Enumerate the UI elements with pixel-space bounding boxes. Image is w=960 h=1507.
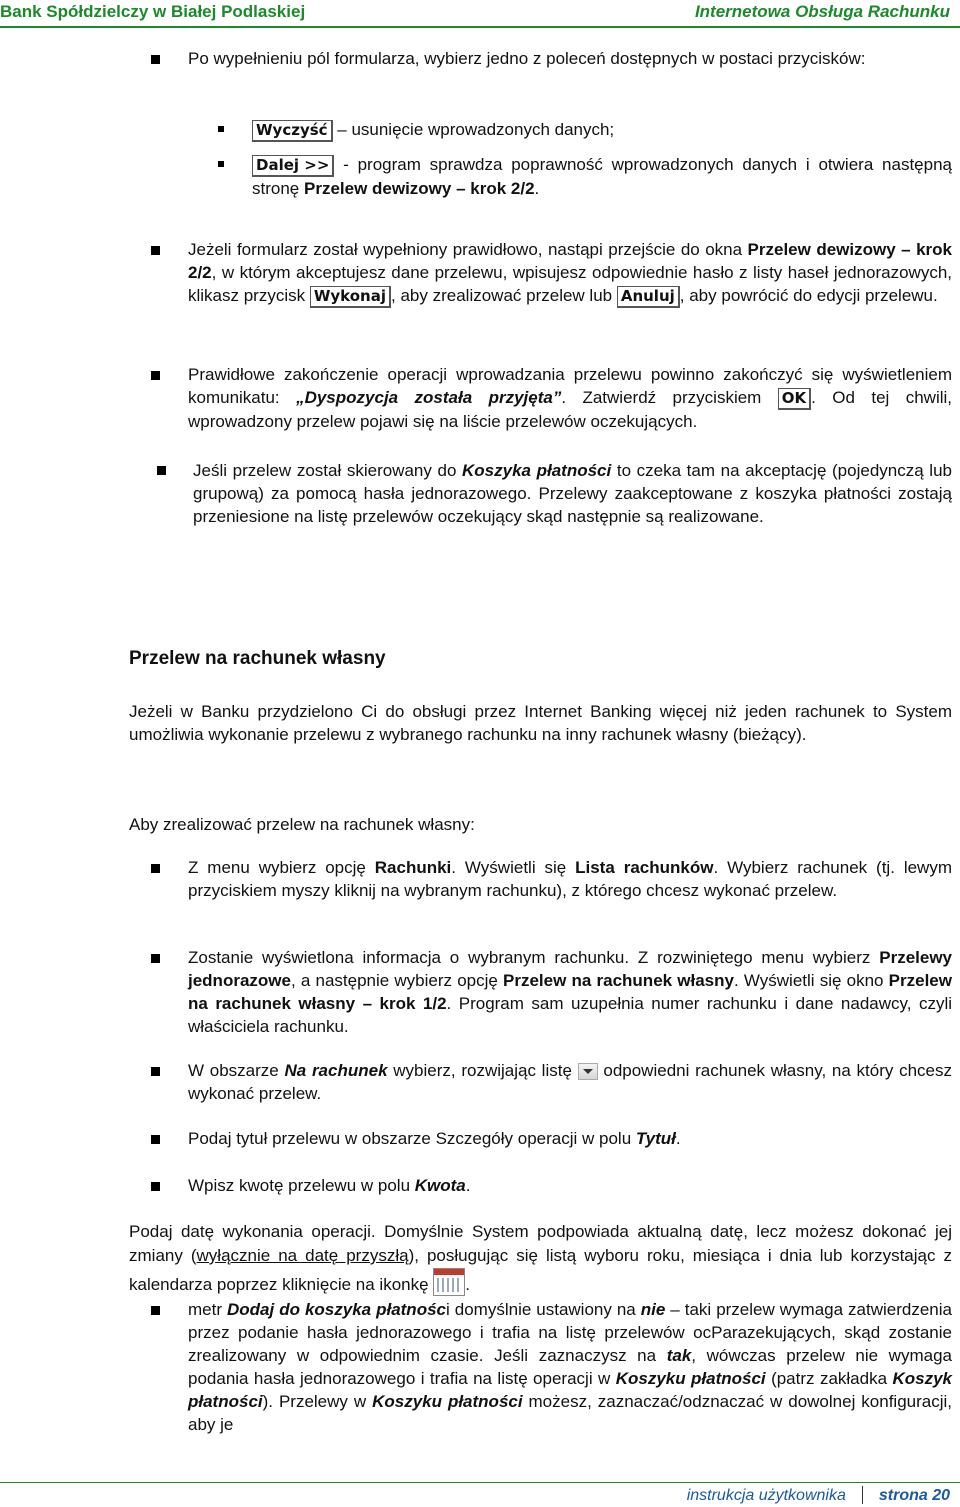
text-underlined: wyłącznie na datę przyszłą: [196, 1246, 409, 1265]
sub-bullet-next: [252, 153, 952, 200]
section-title: Przelew na rachunek własny: [129, 648, 386, 669]
step-open-transfer: [188, 946, 952, 1038]
text: Jeżeli formularz został wypełniony prawidłowo, nastąpi przejście do okna: [188, 240, 748, 259]
text: . Wyświetli się okno: [733, 971, 889, 990]
text: , aby zrealizować przelew lub: [391, 286, 617, 305]
bullet-basket: [193, 459, 952, 528]
steps-intro: Aby zrealizować przelew na rachunek własny:: [129, 815, 475, 834]
text-bold: Lista rachunków: [575, 858, 714, 877]
header-service-name: Internetowa Obsługa Rachunku: [694, 2, 950, 21]
execute-button-illustration: Wykonaj: [310, 286, 391, 308]
text: metr: [188, 1300, 227, 1319]
text: Podaj tytuł przelewu w obszarze Szczegóły operacji w polu: [188, 1129, 636, 1148]
bullet-icon: [151, 371, 160, 380]
text-bold: Przelew na rachunek własny: [503, 971, 734, 990]
text-bold-italic: nie: [640, 1300, 666, 1319]
footer-page-number: strona 20: [878, 1487, 950, 1504]
text: , aby powrócić do edycji przelewu.: [679, 286, 938, 305]
text: ). Przelewy w: [262, 1392, 373, 1411]
text: .: [534, 179, 540, 198]
text: Zostanie wyświetlona informacja o wybranym rachunku. Z rozwiniętego menu wybierz: [188, 948, 880, 967]
text: – usunięcie wprowadzonych danych;: [332, 120, 615, 139]
step-choose-target: [188, 1059, 952, 1105]
text: Prawidłowe zakończenie operacji wprowadzania przelewu powinno zakończyć się wyświetleniem komunikatu:: [188, 365, 952, 407]
footer-separator: [862, 1486, 863, 1504]
bullet-icon: [151, 1135, 160, 1144]
text: i domyślnie ustawiony na: [446, 1300, 641, 1319]
step-select-account: [188, 856, 952, 902]
text: Podaj datę wykonania operacji. Domyślnie System podpowiada aktualną datę, lecz możesz dokonać jej zmiany (: [129, 1222, 952, 1265]
sub-bullet-icon: [218, 126, 224, 132]
text: Wpisz kwotę przelewu w polu: [188, 1176, 415, 1195]
text-bold-italic: „Dyspozycja została przyjęta”: [296, 388, 562, 407]
text: – taki przelew wymaga zatwierdzenia przez podanie hasła jednorazowego i trafia na listę przelewów ocParazekujących, skąd zostanie zrealizowany w odpowiednim czasie. Jeśli zaznaczysz na: [188, 1300, 952, 1365]
text: to czeka tam na akceptację (pojedynczą lub grupową) za pomocą hasła jednorazowego. Przelewy zaakceptowane z koszyka płatności zostają przeniesione na listę przelewów oczekujący skąd następnie są realizowane.: [193, 461, 952, 526]
text: Z menu wybierz opcję: [188, 858, 375, 877]
text-bold-italic: Koszyku płatności: [372, 1392, 523, 1411]
intro-paragraph: Jeżeli w Banku przydzielono Ci do obsługi przez Internet Banking więcej niż jeden rachunek to System umożliwia wykonanie przelewu z wybranego rachunku na inny rachunek własny (bieżący).: [129, 702, 952, 744]
step-basket-option: [188, 1298, 952, 1436]
text-bold-italic: Koszyk płatności: [188, 1369, 952, 1411]
bullet-form-valid: [188, 238, 952, 308]
bullet-icon: [151, 55, 160, 64]
text-bold-italic: Koszyku płatności: [615, 1369, 766, 1388]
text: , a następnie wybierz opcję: [290, 971, 504, 990]
calendar-icon: [433, 1268, 465, 1296]
bullet-icon: [151, 1067, 160, 1076]
text: (patrz zakładka: [765, 1369, 893, 1388]
step-title: [188, 1127, 952, 1150]
text-bold: Rachunki: [374, 858, 452, 877]
footer-doc-name: instrukcja użytkownika: [686, 1487, 846, 1504]
next-button-illustration: Dalej >>: [252, 155, 334, 177]
text-bold-italic: Koszyka płatności: [462, 461, 612, 480]
footer: [687, 1486, 950, 1505]
text: , wówczas przelew nie wymaga podania hasła jednorazowego i trafia na listę operacji w: [188, 1346, 952, 1388]
clear-button-illustration: Wyczyść: [252, 120, 333, 142]
bullet-icon: [151, 864, 160, 873]
sub-bullet-clear: [252, 118, 952, 142]
text: .: [465, 1275, 471, 1294]
cancel-button-illustration: Anuluj: [617, 286, 680, 308]
text-bold: Przelew na rachunek własny – krok 1/2: [188, 971, 952, 1013]
text-bold-italic: Tytuł: [635, 1129, 676, 1148]
text-bold: Przelew dewizowy – krok 2/2: [303, 179, 535, 198]
text: . Od tej chwili, wprowadzony przelew pojawi się na liście przelewów oczekujących.: [188, 388, 952, 431]
header-rule: [0, 26, 960, 28]
text: odpowiedni rachunek własny, na który chcesz wykonać przelew.: [188, 1061, 953, 1103]
text: .: [465, 1176, 471, 1195]
text-bold-italic: Na rachunek: [284, 1061, 388, 1080]
bullet-form-buttons: Po wypełnieniu pól formularza, wybierz jedno z poleceń dostępnych w postaci przycisków:: [188, 49, 866, 68]
text: , w którym akceptujesz dane przelewu, wpisujesz odpowiednie hasło z listy haseł jednorazowych, klikasz przycisk: [188, 263, 952, 305]
bullet-icon: [151, 954, 160, 963]
bullet-icon: [151, 1182, 160, 1191]
step-amount: [188, 1174, 952, 1197]
text: . Zatwierdź przyciskiem: [561, 388, 778, 407]
header-bank-name: Bank Spółdzielczy w Białej Podlaskiej: [0, 2, 306, 21]
bullet-icon: [151, 1306, 160, 1315]
text: możesz, zaznaczać/odznaczać w dowolnej konfiguracji, aby je: [188, 1392, 952, 1434]
text: .: [675, 1129, 681, 1148]
text: . Wybierz rachunek (tj. lewym przyciskiem myszy kliknij na wybranym rachunku), z którego chcesz wykonać przelew.: [188, 858, 952, 900]
text: wybierz, rozwijając listę: [387, 1061, 578, 1080]
dropdown-arrow-icon: [578, 1063, 598, 1080]
text-bold-italic: Dodaj do koszyka płatnośc: [226, 1300, 446, 1319]
text-bold: Przelewy jednorazowe: [188, 948, 952, 990]
text: - program sprawdza poprawność wprowadzonych danych i otwiera następną stronę: [252, 155, 952, 198]
bullet-completion: [188, 363, 952, 433]
footer-rule: [0, 1482, 960, 1483]
bullet-icon: [157, 466, 166, 475]
text: . Wyświetli się: [451, 858, 576, 877]
text-bold: Przelew dewizowy – krok 2/2: [188, 240, 952, 282]
text-bold-italic: tak: [666, 1346, 692, 1365]
text: . Program sam uzupełnia numer rachunku i dane nadawcy, czyli właściciela rachunku.: [188, 994, 953, 1036]
text: W obszarze: [188, 1061, 285, 1080]
text-bold-italic: Kwota: [414, 1176, 466, 1195]
text: Jeśli przelew został skierowany do: [193, 461, 463, 480]
sub-bullet-icon: [218, 161, 224, 167]
date-paragraph: [129, 1220, 952, 1297]
text: ), posługując się listą wyboru roku, miesiąca i dnia lub korzystając z kalendarza poprzez kliknięcie na ikonkę: [129, 1246, 952, 1294]
bullet-icon: [151, 246, 160, 255]
ok-button-illustration: OK: [778, 388, 811, 410]
